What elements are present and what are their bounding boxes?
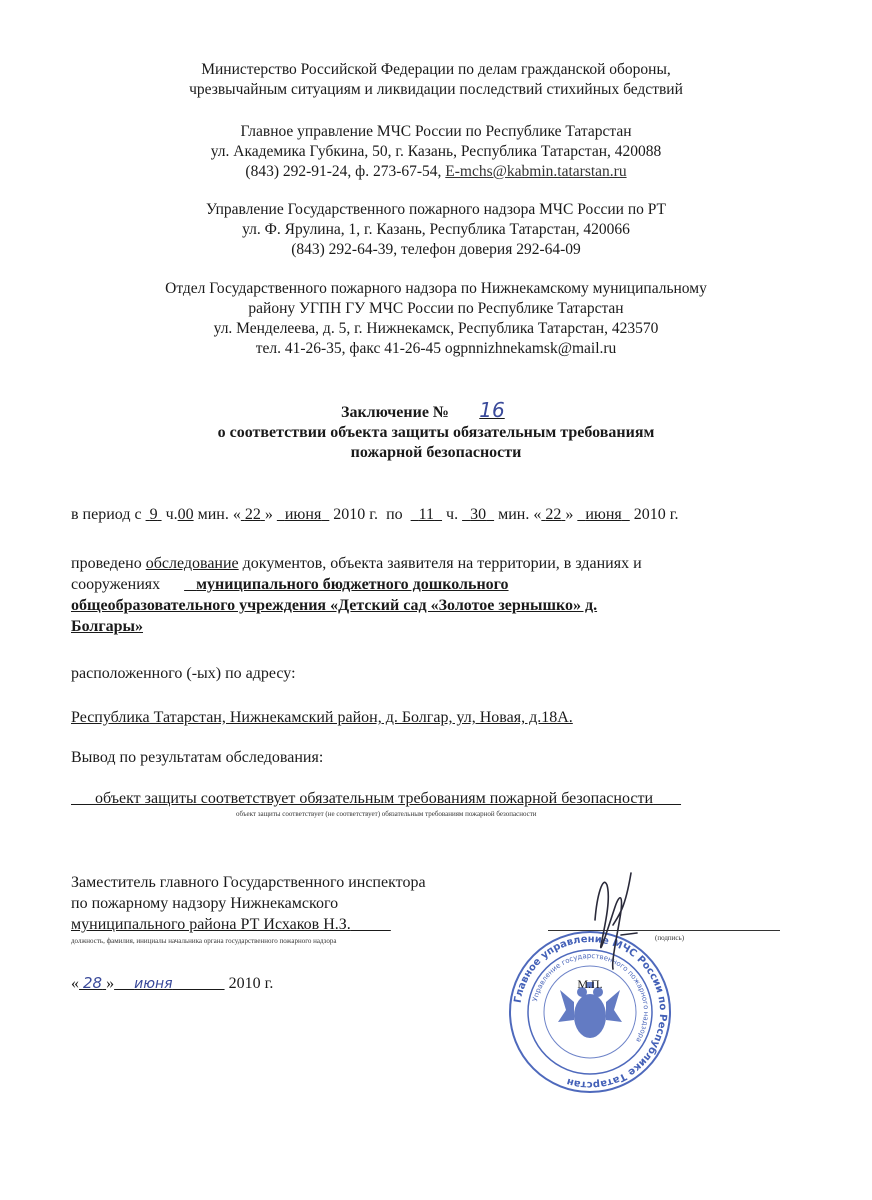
otdel-header [0,279,872,359]
to-hour: 11 [418,506,435,523]
gu-line-1: Главное управление МЧС России по Республике Татарстан [240,123,632,140]
signatory-line-1: Заместитель главного Государственного инспектора [71,874,426,891]
conclusion-hint: объект защиты соответствует (не соответствует) обязательным требованиям пожарной безопасности [236,810,537,818]
conclusion-text: объект защиты соответствует обязательным требованиям пожарной безопасности [95,790,654,807]
hour-label: ч. [165,506,178,523]
gu-header [0,122,872,182]
date-year: 2010 г. [228,975,274,992]
object-name-line-2: общеобразовательного учреждения «Детский сад «Золотое зернышко» д. [71,597,598,614]
ugpn-line-1: Управление Государственного пожарного надзора МЧС России по РТ [205,201,667,218]
facilities-label: сооружениях [71,576,161,593]
otdel-line-3: ул. Менделеева, д. 5, г. Нижнекамск, Республика Татарстан, 423570 [213,320,659,337]
object-name-line-1: муниципального бюджетного дошкольного [196,576,509,593]
date-day: 28 [83,974,103,992]
ministry-line-1: Министерство Российской Федерации по делам гражданской обороны, [201,61,671,78]
gu-line-2: ул. Академика Губкина, 50, г. Казань, Республика Татарстан, 420088 [210,143,662,160]
title-line-3: пожарной безопасности [350,444,522,461]
located-label: расположенного (-ых) по адресу: [71,665,296,682]
to-day: 22 [545,506,562,523]
gu-phone: (843) 292-91-24, ф. 273-67-54, [245,163,446,180]
conclusion-label: Вывод по результатам обследования: [71,749,324,766]
title-line-2: о соответствии объекта защиты обязательным требованиям [217,424,655,441]
to-min: 30 [470,506,487,523]
position-hint: должность, фамилия, инициалы начальника органа государственного пожарного надзора [71,937,337,945]
otdel-line-4: тел. 41-26-35, факс 41-26-45 ogpnnizhnekamsk@mail.ru [255,340,617,357]
conclusion-title [0,400,872,463]
stamp-inner-text: Управление государственного пожарного надзора [531,951,651,1044]
from-month: июня [284,506,322,523]
otdel-line-2: району УГПН ГУ МЧС России по Республике Татарстан [248,300,624,317]
sign-hint: (подпись) [655,934,685,942]
from-hour: 9 [149,506,158,523]
address: Республика Татарстан, Нижнекамский район, д. Болгар, ул, Новая, д.18А. [71,709,573,726]
to-hour-label: ч. [446,506,459,523]
object-name-line-3: Болгары» [71,618,143,635]
mp-label: М.П. [577,977,603,991]
to-min-label: мин. « [498,506,542,523]
signature-scribble-icon [575,865,655,975]
ugpn-header [0,200,872,260]
title-number: 16 [479,398,505,422]
ugpn-line-2: ул. Ф. Ярулина, 1, г. Казань, Республика Татарстан, 420066 [242,221,630,238]
survey-line: проведено обследование документов, объекта заявителя на территории, в зданиях и [71,555,642,572]
stamp-outer-text: Главное управление МЧС России по Республике Татарстан [512,933,669,1091]
period-intro: в период с [71,506,142,523]
signatory-line-3: муниципального района РТ Исхаков Н.З. [71,916,351,933]
to-year: 2010 г. [633,506,679,523]
survey-word: обследование [145,555,239,572]
date-line: « 28 » июня 2010 г. [71,974,274,992]
from-day: 22 [244,506,261,523]
from-min: 00 [177,506,194,523]
title-line-1 [0,400,872,423]
otdel-line-1: Отдел Государственного пожарного надзора по Нижнекамскому муниципальному [165,280,707,297]
min-label: мин. « [197,506,241,523]
from-year: 2010 г. [333,506,379,523]
facilities-line [71,575,509,595]
to-label: по [386,506,403,523]
gu-line-3 [0,162,872,182]
ministry-header [0,60,872,100]
ministry-line-2: чрезвычайным ситуациям и ликвидации последствий стихийных бедствий [189,81,683,98]
title-number-field [453,400,531,423]
ugpn-line-3: (843) 292-64-39, телефон доверия 292-64-09 [291,241,581,258]
title-prefix: Заключение № [341,404,449,421]
to-month: июня [585,506,622,523]
gu-email-link[interactable]: E-mchs@kabmin.tatarstan.ru [445,163,627,180]
date-month: июня [134,976,173,992]
signatory-line-2: по пожарному надзору Нижнекамского [71,895,339,912]
period-line: в период с 9 ч.00 мин. « 22 » июня 2010 г. по 11 ч. 30 мин. « 22 » июня 2010 г. [71,506,679,523]
